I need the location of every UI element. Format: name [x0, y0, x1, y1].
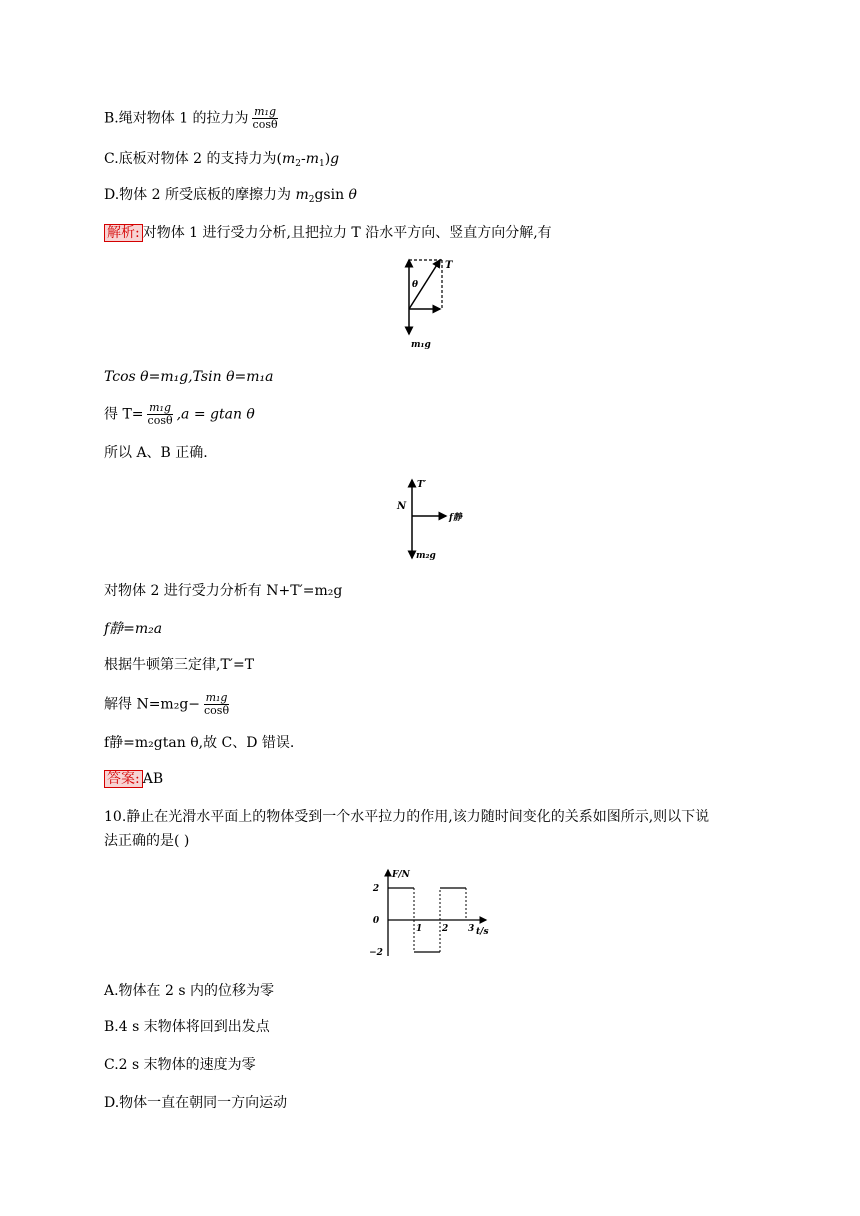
force-diagram-1	[400, 254, 464, 352]
x-tick-label: 2	[442, 924, 449, 934]
equation-6: 解得 N=m₂g− $\frac{\text{m₁g}}{\cos\theta}$	[104, 691, 230, 717]
analysis-intro: 解析: 对物体 1 进行受力分析,且把拉力 T 沿水平方向、竖直方向分解,有	[104, 224, 552, 242]
equation-1: Tcos θ=m₁g,Tsin θ=m₁a	[104, 369, 274, 385]
y-tick-label: −2	[369, 948, 383, 958]
label-t-prime: T′	[417, 480, 427, 490]
label-m2g: m₂g	[416, 551, 436, 561]
equation-3: 对物体 2 进行受力分析有 N+T′=m₂g	[104, 583, 343, 599]
label-f-static: f静	[449, 513, 462, 523]
equation-2: 得 T= $\frac{\text{m₁g}}{\cos\theta}$ ,a = gtan θ	[104, 401, 255, 427]
question-10-stem-line2: 法正确的是( )	[104, 833, 190, 849]
y-axis-label: F/N	[392, 870, 410, 880]
label-n: N	[397, 501, 407, 512]
force-diagram-2	[392, 476, 472, 562]
x-axis-label: t/s	[476, 927, 489, 937]
x-tick-label: 3	[468, 924, 475, 934]
fraction: $\frac{\text{m₁g}}{\cos\theta}$	[147, 401, 173, 427]
conclusion-1: 所以 A、B 正确.	[104, 445, 208, 461]
label-t: T	[445, 260, 453, 271]
equation-7: f静=m₂gtan θ,故 C、D 错误.	[104, 735, 295, 751]
option-d-q10: D.物体一直在朝同一方向运动	[104, 1095, 288, 1111]
option-c: C.底板对物体 2 的支持力为$(m_2-m_1)g$	[104, 151, 340, 169]
analysis-tag: 解析:	[104, 224, 143, 242]
label-theta: θ	[412, 280, 419, 290]
option-c-q10: C.2 s 末物体的速度为零	[104, 1057, 256, 1073]
force-time-chart	[368, 866, 492, 962]
label-m1g: m₁g	[411, 340, 431, 350]
answer-line: 答案: AB	[104, 770, 163, 788]
x-tick-label: 1	[416, 924, 423, 934]
y-tick-label: 2	[372, 884, 380, 894]
option-a-q10: A.物体在 2 s 内的位移为零	[104, 983, 275, 999]
equation-5: 根据牛顿第三定律,T′=T	[104, 657, 255, 673]
option-b: B.绳对物体 1 的拉力为 $\frac{\text{m₁g}}{\cos\theta}$	[104, 105, 278, 131]
equation-4: f静=m₂a	[104, 621, 163, 637]
fraction: $\frac{\text{m₁g}}{\cos\theta}$	[204, 691, 230, 717]
option-b-q10: B.4 s 末物体将回到出发点	[104, 1019, 270, 1035]
answer-tag: 答案:	[104, 770, 143, 788]
question-10-stem-line1: 10.静止在光滑水平面上的物体受到一个水平拉力的作用,该力随时间变化的关系如图所示,则以下说	[104, 809, 710, 825]
fraction: $\frac{\text{m₁g}}{\cos\theta}$	[252, 105, 278, 131]
option-d: D.物体 2 所受底板的摩擦力为 $m_2gsin$ θ	[104, 187, 357, 205]
y-tick-label: 0	[372, 916, 380, 926]
chart-marks	[369, 884, 474, 958]
